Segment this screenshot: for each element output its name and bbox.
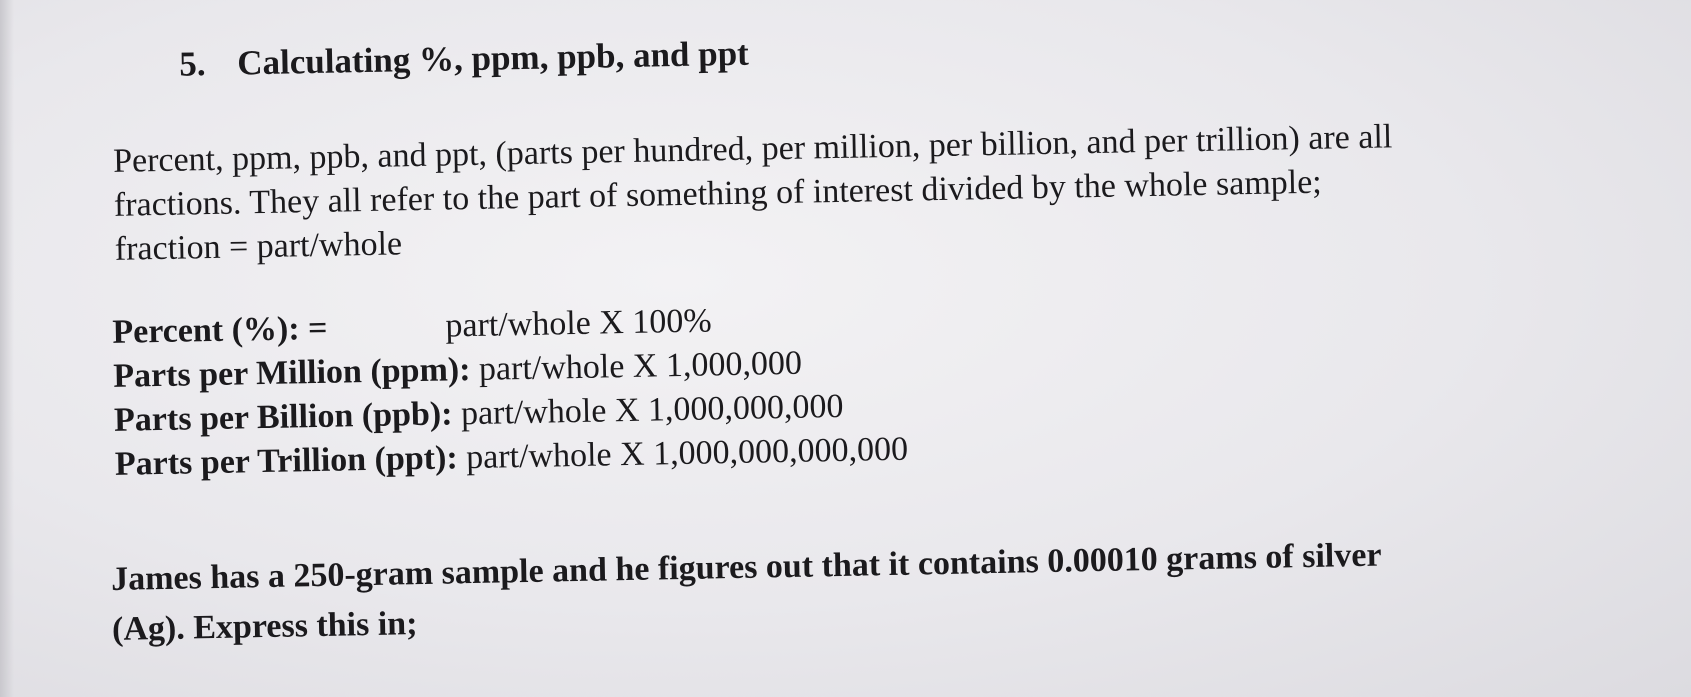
formula-expression: part/whole X 1,000,000,000 — [460, 387, 844, 433]
formula-expression: part/whole X 100% — [445, 302, 713, 345]
formula-label: Parts per Trillion (ppt): — [114, 439, 459, 483]
section-heading — [179, 34, 749, 85]
formula-label: Parts per Billion (ppb): — [113, 395, 453, 439]
formula-label: Percent (%): = — [112, 309, 328, 351]
formula-expression: part/whole X 1,000,000,000,000 — [465, 430, 909, 477]
intro-line: Percent, ppm, ppb, and ppt, (parts per hundred, per million, per billion, and per trillion) are all — [112, 118, 1393, 180]
intro-line: fractions. They all refer to the part of something of interest divided by the whole sample; — [113, 163, 1323, 224]
formula-list — [112, 296, 909, 487]
formula-label: Parts per Million (ppm): — [112, 351, 471, 395]
question-line: James has a 250-gram sample and he figures out that it contains 0.00010 grams of silver — [110, 536, 1382, 598]
question-paragraph — [111, 531, 1383, 655]
question-line: (Ag). Express this in; — [111, 605, 418, 648]
section-number: 5. — [178, 44, 206, 84]
intro-line: fraction = part/whole — [114, 225, 403, 268]
intro-paragraph — [113, 115, 1395, 272]
formula-expression: part/whole X 1,000,000 — [478, 344, 803, 388]
section-title: Calculating %, ppm, ppb, and ppt — [236, 33, 750, 83]
